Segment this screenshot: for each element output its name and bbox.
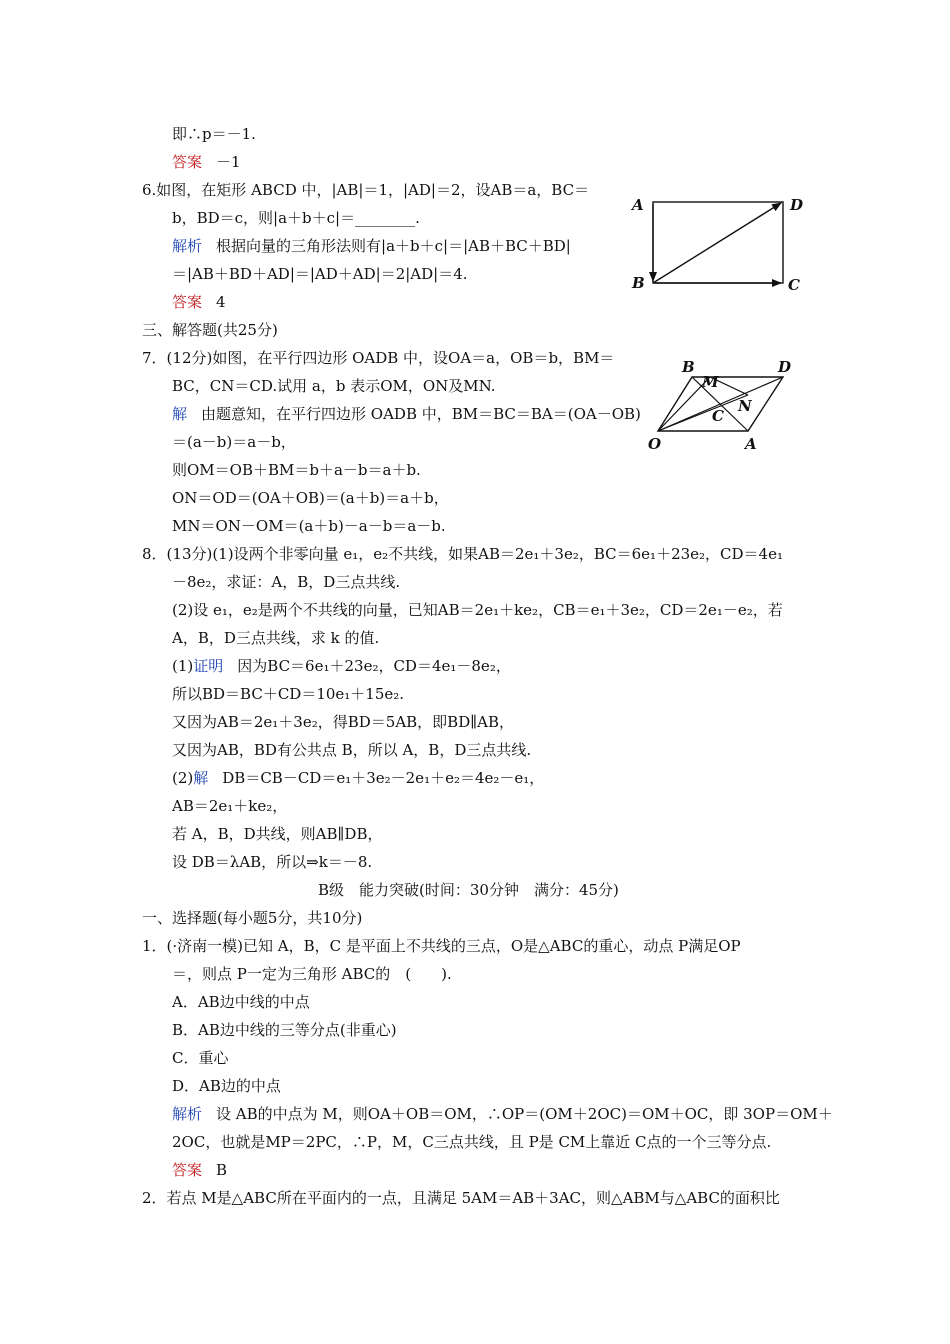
vertex-label-c: C bbox=[788, 276, 800, 294]
text-line: 设 DB＝λAB，所以⇒k＝－8. bbox=[172, 853, 373, 871]
vertex-label-b: B bbox=[632, 274, 645, 292]
text-line: ON＝OD＝(OA＋OB)＝(a＋b)＝a＋b， bbox=[172, 489, 449, 507]
point-label-c: C bbox=[712, 407, 724, 425]
question-6: 6.如图，在矩形 ABCD 中，|AB|＝1，|AD|＝2，设AB＝a，BC＝ bbox=[142, 181, 590, 199]
answer-label: 答案 bbox=[172, 1161, 203, 1179]
text-line: 若 A，B，D共线，则AB∥DB， bbox=[172, 825, 383, 843]
analysis-label: 解析 bbox=[172, 1105, 203, 1123]
text-line: ＝(a－b)＝a－b， bbox=[172, 433, 296, 451]
solution-line: (2)解 DB＝CB－CD＝e₁＋3e₂－2e₁＋e₂＝4e₂－e₁， bbox=[172, 769, 545, 787]
text-line: BC，CN＝CD.试用 a，b 表示OM，ON及MN. bbox=[172, 377, 496, 395]
question-7: 7．(12分)如图，在平行四边形 OADB 中，设OA＝a，OB＝b，BM＝ bbox=[142, 349, 615, 367]
question-b2: 2．若点 M是△ABC所在平面内的一点，且满足 5AM＝AB＋3AC，则△ABM与△ABC的面积比 bbox=[142, 1189, 780, 1207]
option-c: C．重心 bbox=[172, 1049, 229, 1067]
text-line: b，BD＝c，则|a＋b＋c|＝________. bbox=[172, 209, 420, 227]
point-label-n: N bbox=[738, 397, 752, 415]
vertex-label-d: D bbox=[778, 358, 792, 376]
answer-line bbox=[172, 292, 226, 312]
parallelogram-figure bbox=[640, 355, 820, 455]
answer-value: 4 bbox=[216, 293, 226, 311]
text-line: A，B，D三点共线，求 k 的值. bbox=[172, 629, 380, 647]
answer-label: 答案 bbox=[172, 153, 203, 171]
answer-line bbox=[172, 152, 241, 172]
answer-label: 答案 bbox=[172, 293, 203, 311]
segment-on bbox=[658, 395, 748, 431]
answer-value: －1 bbox=[216, 153, 241, 171]
analysis-line: 解析 根据向量的三角形法则有|a＋b＋c|＝|AB＋BC＋BD| bbox=[172, 237, 571, 255]
vertex-label-a: A bbox=[632, 196, 644, 214]
section-heading: 一、选择题(每小题5分，共10分) bbox=[142, 909, 363, 927]
option-d: D．AB边的中点 bbox=[172, 1077, 281, 1095]
question-8: 8．(13分)(1)设两个非零向量 e₁，e₂不共线，如果AB＝2e₁＋3e₂，BC＝6e₁＋23e₂，CD＝4e₁ bbox=[142, 545, 783, 563]
vertex-label-b: B bbox=[682, 358, 695, 376]
vertex-label-a: A bbox=[745, 435, 757, 453]
option-a: A．AB边中线的中点 bbox=[172, 993, 310, 1011]
proof-label: 证明 bbox=[193, 657, 224, 675]
section-heading: 三、解答题(共25分) bbox=[142, 321, 278, 339]
text-line: ＝|AB＋BD＋AD|＝|AD＋AD|＝2|AD|＝4. bbox=[172, 265, 468, 283]
text-line: (2)设 e₁，e₂是两个不共线的向量，已知AB＝2e₁＋ke₂，CB＝e₁＋3e₂，CD＝2e₁－e₂，若 bbox=[172, 601, 783, 619]
text-line: 所以BD＝BC＋CD＝10e₁＋15e₂. bbox=[172, 685, 405, 703]
vector-bd-arrow bbox=[653, 203, 781, 283]
text-line: ＝，则点 P一定为三角形 ABC的 ( ). bbox=[172, 965, 452, 983]
solution-label: 解 bbox=[172, 405, 188, 423]
analysis-label: 解析 bbox=[172, 237, 203, 255]
solution-line: 解 由题意知，在平行四边形 OADB 中，BM＝BC＝BA＝(OA－OB) bbox=[172, 405, 641, 423]
analysis-line: 解析 设 AB的中点为 M，则OA＋OB＝OM，∴OP＝(OM＋2OC)＝OM＋OC，即 3OP＝OM＋ bbox=[172, 1105, 833, 1123]
level-heading: B级 能力突破(时间：30分钟 满分：45分) bbox=[318, 881, 619, 899]
vertex-label-o: O bbox=[648, 435, 662, 453]
text-line: －8e₂，求证：A，B，D三点共线. bbox=[172, 573, 401, 591]
solution-label: 解 bbox=[193, 769, 209, 787]
proof-line: (1)证明 因为BC＝6e₁＋23e₂，CD＝4e₁－8e₂， bbox=[172, 657, 511, 675]
text-line: 2OC，也就是MP＝2PC，∴P，M，C三点共线，且 P是 CM上靠近 C点的一个三等分点. bbox=[172, 1133, 772, 1151]
option-b: B．AB边中线的三等分点(非重心) bbox=[172, 1021, 397, 1039]
question-b1: 1．(·济南一模)已知 A，B，C 是平面上不共线的三点，O是△ABC的重心，动点 P满足OP bbox=[142, 937, 741, 955]
vertex-label-d: D bbox=[790, 196, 804, 214]
rectangle-figure bbox=[628, 190, 813, 298]
answer-line bbox=[172, 1160, 227, 1180]
text-line: 又因为AB，BD有公共点 B，所以 A，B，D三点共线. bbox=[172, 741, 532, 759]
text-line: 即∴p＝－1. bbox=[172, 125, 256, 143]
point-label-m: M bbox=[702, 373, 719, 391]
text-line: AB＝2e₁＋ke₂， bbox=[172, 797, 288, 815]
text-line: 则OM＝OB＋BM＝b＋a－b＝a＋b. bbox=[172, 461, 421, 479]
text-line: 又因为AB＝2e₁＋3e₂，得BD＝5AB，即BD∥AB， bbox=[172, 713, 515, 731]
text-line: MN＝ON－OM＝(a＋b)－a－b＝a－b. bbox=[172, 517, 446, 535]
answer-value: B bbox=[216, 1161, 228, 1179]
